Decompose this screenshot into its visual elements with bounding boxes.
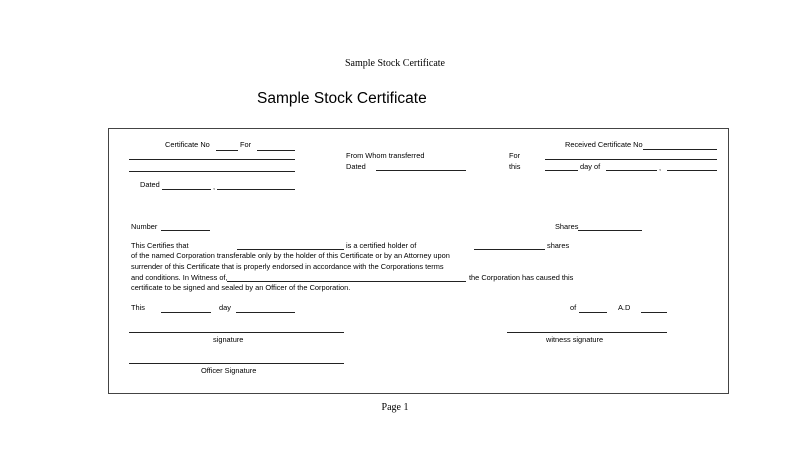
day-of-label: day of xyxy=(580,162,601,171)
document-title: Sample Stock Certificate xyxy=(257,90,427,107)
this-label: this xyxy=(509,162,521,171)
dated-label: Dated xyxy=(346,162,366,171)
share-count-field[interactable] xyxy=(474,249,545,250)
of-field[interactable] xyxy=(579,312,607,313)
received-cert-field[interactable] xyxy=(643,149,717,150)
body-line-4-suffix: the Corporation has caused this xyxy=(469,273,574,282)
for-field-right[interactable] xyxy=(545,159,717,160)
ad-label: A.D xyxy=(618,303,631,312)
of-label: of xyxy=(570,303,577,312)
this-label-bottom: This xyxy=(131,303,145,312)
header-title: Sample Stock Certificate xyxy=(345,58,445,69)
dated-field-left-2[interactable] xyxy=(217,189,295,190)
body-line-4-prefix: and conditions. In Witness of, xyxy=(131,273,228,282)
day-field-bottom[interactable] xyxy=(236,312,295,313)
for-field[interactable] xyxy=(257,150,295,151)
day-of-field[interactable] xyxy=(606,170,657,171)
for-label-right: For xyxy=(509,151,521,160)
dated-field-left-1[interactable] xyxy=(162,189,211,190)
year-field-right[interactable] xyxy=(667,170,717,171)
dated-field-middle[interactable] xyxy=(376,170,466,171)
officer-signature-label: Officer Signature xyxy=(201,366,257,375)
certifies-prefix: This Certifies that xyxy=(131,241,189,250)
shares-label: Shares xyxy=(555,222,579,231)
page-number: Page 1 xyxy=(381,402,409,413)
certificate-frame xyxy=(108,128,729,394)
shares-word: shares xyxy=(547,241,570,250)
comma-right: , xyxy=(659,163,662,172)
body-line-5: certificate to be signed and sealed by an Officer of the Corporation. xyxy=(131,283,351,292)
witness-signature-label: witness signature xyxy=(546,335,604,344)
signature-line[interactable] xyxy=(129,332,344,333)
number-label: Number xyxy=(131,222,158,231)
from-whom-label: From Whom transferred xyxy=(346,151,425,160)
certificate-no-label: Certificate No xyxy=(165,140,210,149)
shares-field[interactable] xyxy=(578,230,642,231)
dated-label-left: Dated xyxy=(140,180,160,189)
for-line-3[interactable] xyxy=(129,171,295,172)
for-label: For xyxy=(240,140,252,149)
witness-of-field[interactable] xyxy=(227,281,466,282)
body-line-2: of the named Corporation transferable only by the holder of this Certificate or by an Attorney upon xyxy=(131,251,450,260)
body-line-3: surrender of this Certificate that is properly endorsed in accordance with the Corporations terms xyxy=(131,262,444,271)
comma-left: , xyxy=(213,182,216,191)
day-label: day xyxy=(219,303,231,312)
certificate-no-field[interactable] xyxy=(216,150,238,151)
signature-label: signature xyxy=(213,335,244,344)
holder-name-field[interactable] xyxy=(237,249,344,250)
this-day-field-bottom[interactable] xyxy=(161,312,211,313)
witness-signature-line[interactable] xyxy=(507,332,667,333)
for-line-2[interactable] xyxy=(129,159,295,160)
ad-field[interactable] xyxy=(641,312,667,313)
number-field[interactable] xyxy=(161,230,210,231)
this-day-field[interactable] xyxy=(545,170,578,171)
officer-signature-line[interactable] xyxy=(129,363,344,364)
certifies-suffix: is a certified holder of xyxy=(346,241,417,250)
received-cert-label: Received Certificate No xyxy=(565,140,643,149)
